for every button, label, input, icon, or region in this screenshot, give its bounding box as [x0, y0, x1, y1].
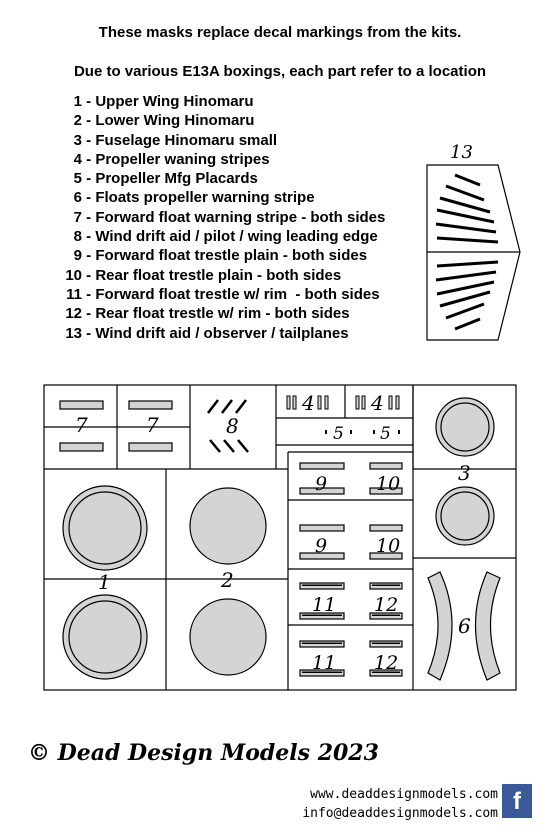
facebook-icon[interactable]: f	[502, 784, 532, 818]
legend-item-number: 11	[66, 285, 82, 303]
legend-item-text: Rear float trestle plain - both sides	[95, 266, 342, 284]
part-6-label: 6	[458, 614, 471, 638]
header-line-2: Due to various E13A boxings, each part refer to a location	[73, 63, 487, 80]
legend-item-separator: -	[82, 247, 96, 265]
legend-item-text: Lower Wing Hinomaru	[95, 112, 255, 130]
legend-item-separator: -	[82, 189, 96, 207]
email-link[interactable]: info@deaddesignmodels.com	[302, 806, 498, 821]
legend-item-separator: -	[82, 266, 96, 284]
legend-item-number: 2	[73, 112, 82, 130]
copyright: © Dead Design Models 2023	[28, 740, 379, 766]
part-5-label-a: 5	[333, 424, 344, 444]
part-7-label-a: 7	[75, 413, 88, 437]
legend-item-number: 3	[73, 131, 82, 149]
legend-item-number: 12	[65, 305, 82, 323]
part-3-label: 3	[458, 461, 471, 485]
part-4-label-a: 4	[302, 391, 315, 415]
legend-item-number: 7	[73, 208, 82, 226]
part-5-label-b: 5	[380, 424, 391, 444]
legend-item-number: 13	[65, 324, 82, 342]
part-10-label-a: 10	[376, 473, 401, 495]
legend-item-text: Floats propeller warning stripe	[95, 189, 315, 207]
legend-item-number: 9	[73, 247, 82, 265]
legend-item-separator: -	[82, 150, 96, 168]
website-link[interactable]: www.deaddesignmodels.com	[310, 787, 498, 802]
legend-item-number: 4	[73, 150, 82, 168]
part-12-label-b: 12	[374, 652, 399, 674]
legend-item-separator: -	[82, 170, 96, 188]
part-8-label: 8	[226, 414, 239, 438]
legend-item-number: 1	[73, 93, 82, 110]
legend-item-text: Forward float trestle plain - both sides	[95, 247, 368, 265]
legend-item-text: Rear float trestle w/ rim - both sides	[95, 305, 350, 323]
part-4-label-b: 4	[371, 391, 384, 415]
legend-item-text: Forward float trestle w/ rim - both sides	[95, 285, 380, 303]
legend-item-separator: -	[82, 305, 96, 323]
legend-item-separator: -	[82, 112, 96, 130]
part-10-label-b: 10	[376, 535, 401, 557]
legend-item-separator: -	[82, 131, 96, 149]
legend-item-text: Propeller Mfg Placards	[95, 170, 258, 188]
part-9-label-b: 9	[315, 535, 328, 557]
part-12-label-a: 12	[374, 594, 399, 616]
part-1-label: 1	[98, 570, 111, 594]
part-9-label-a: 9	[315, 473, 328, 495]
legend-item-text: Upper Wing Hinomaru	[95, 93, 254, 110]
part-7-label-b: 7	[146, 413, 159, 437]
legend-item-separator: -	[82, 285, 96, 303]
part-2-label: 2	[221, 568, 234, 592]
legend-item-separator: -	[82, 228, 96, 246]
legend-item-number: 5	[73, 170, 82, 188]
legend-item-text: Propeller waning stripes	[95, 150, 270, 168]
legend-item-text: Wind drift aid / pilot / wing leading edge	[95, 228, 378, 246]
part-11-label-b: 11	[312, 652, 337, 674]
part-11-label-a: 11	[312, 594, 337, 616]
legend-item-separator: -	[82, 208, 96, 226]
legend-item-number: 8	[73, 228, 82, 246]
part-13-tailplane-mask	[427, 165, 520, 340]
legend-item-separator: -	[82, 324, 96, 342]
legend-item-text: Forward float warning stripe - both sides	[95, 208, 386, 226]
legend-item-text: Fuselage Hinomaru small	[95, 131, 278, 149]
legend-item-text: Wind drift aid / observer / tailplanes	[95, 324, 349, 342]
legend-item-number: 10	[65, 266, 82, 284]
legend-item-number: 6	[73, 189, 82, 207]
part-13-label: 13	[450, 142, 473, 163]
legend-item-separator: -	[82, 93, 96, 110]
header-line-1: These masks replace decal markings from the kits.	[98, 24, 462, 41]
